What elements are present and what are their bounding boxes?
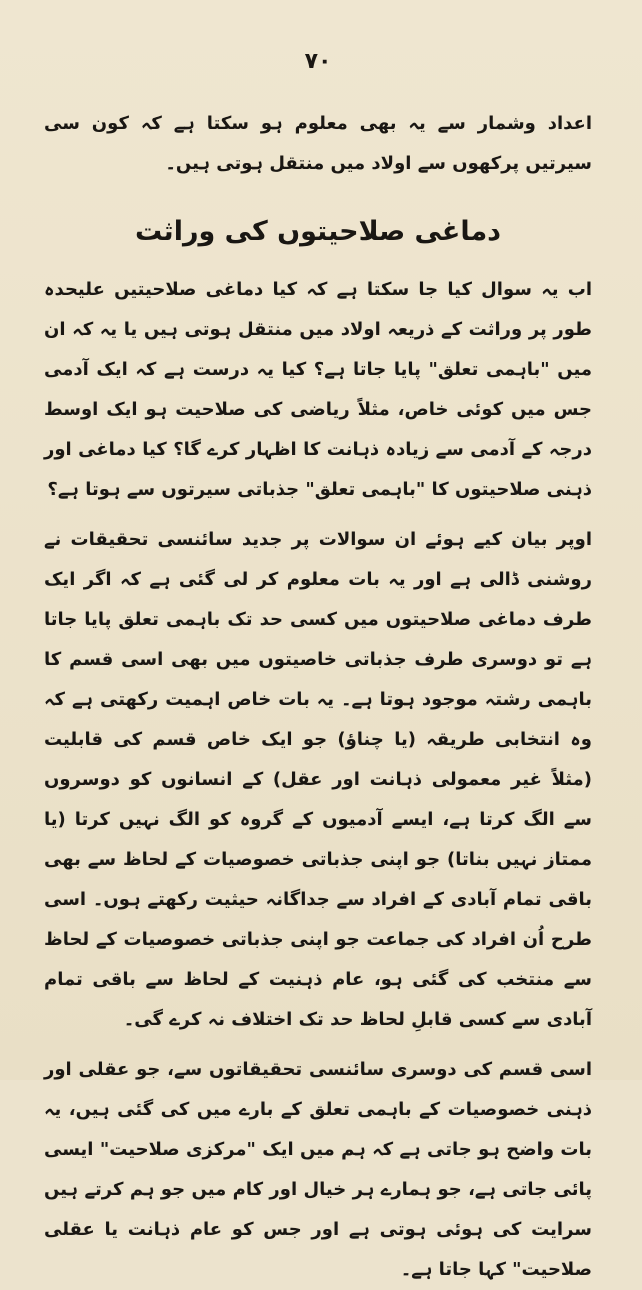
paragraph-3: اسی قسم کی دوسری سائنسی تحقیقاتوں سے، جو عقلی اور ذہنی خصوصیات کے باہمی تعلق کے بارے میں کی گئی ہیں، یہ بات واضح ہو جاتی ہے کہ ہم میں ایک "مرکزی صلاحیت" ایسی پائی جاتی ہے، جو ہمارے ہر خیال اور کام میں جو ہم کرتے ہیں سرایت کی ہوئی ہوتی ہے اور جس کو عام ذہانت یا عقلی صلاحیت" کہا جاتا ہے۔	[44, 1059, 592, 1280]
paragraph-separator	[44, 1040, 592, 1050]
paragraph-separator	[44, 510, 592, 520]
paragraph-2: اوپر بیان کیے ہوئے ان سوالات پر جدید سائنسی تحقیقات نے روشنی ڈالی ہے اور یہ بات معلوم کر لی گئی ہے کہ اگر ایک طرف دماغی صلاحیتوں میں کسی حد تک باہمی تعلق پایا جاتا ہے تو دوسری طرف جذباتی خاصیتوں میں بھی اسی قسم کا باہمی رشتہ موجود ہوتا ہے۔ یہ بات خاص اہمیت رکھتی ہے کہ وہ انتخابی طریقہ (یا چناؤ) جو ایک خاص قسم کی قابلیت (مثلاً غیر معمولی ذہانت اور عقل) کے انسانوں کو دوسروں سے الگ کرتا ہے، ایسے آدمیوں کے گروہ کو الگ نہیں کرتا (یا ممتاز نہیں بناتا) جو اپنی جذباتی خصوصیات کے لحاظ سے بھی باقی تمام آبادی کے افراد سے جداگانہ حیثیت رکھتے ہوں۔ اسی طرح اُن افراد کی جماعت جو اپنی جذباتی خصوصیات کے لحاظ سے منتخب کی گئی ہو، عام ذہنیت کے لحاظ سے باقی تمام آبادی سے کسی قابلِ لحاظ حد تک اختلاف نہ کرے گی۔	[44, 529, 592, 1030]
paragraph-1: اب یہ سوال کیا جا سکتا ہے کہ کیا دماغی صلاحیتیں علیحدہ طور پر وراثت کے ذریعہ اولاد میں منتقل ہوتی ہیں یا یہ کہ ان میں "باہمی تعلق" پایا جاتا ہے؟ کیا یہ درست ہے کہ ایک آدمی جس میں کوئی خاص، مثلاً ریاضی کی صلاحیت ہو ایک اوسط درجہ کے آدمی سے زیادہ ذہانت کا اظہار کرے گا؟ کیا دماغی اور ذہنی صلاحیتوں کا "باہمی تعلق" جذباتی سیرتوں سے ہوتا ہے؟	[44, 279, 592, 500]
intro-paragraph: اعداد وشمار سے یہ بھی معلوم ہو سکتا ہے کہ کون سی سیرتیں پرکھوں سے اولاد میں منتقل ہوتی ہیں۔	[44, 113, 592, 174]
page-number: ۷۰	[304, 49, 332, 74]
section-heading: دماغی صلاحیتوں کی وراثت	[134, 216, 502, 247]
